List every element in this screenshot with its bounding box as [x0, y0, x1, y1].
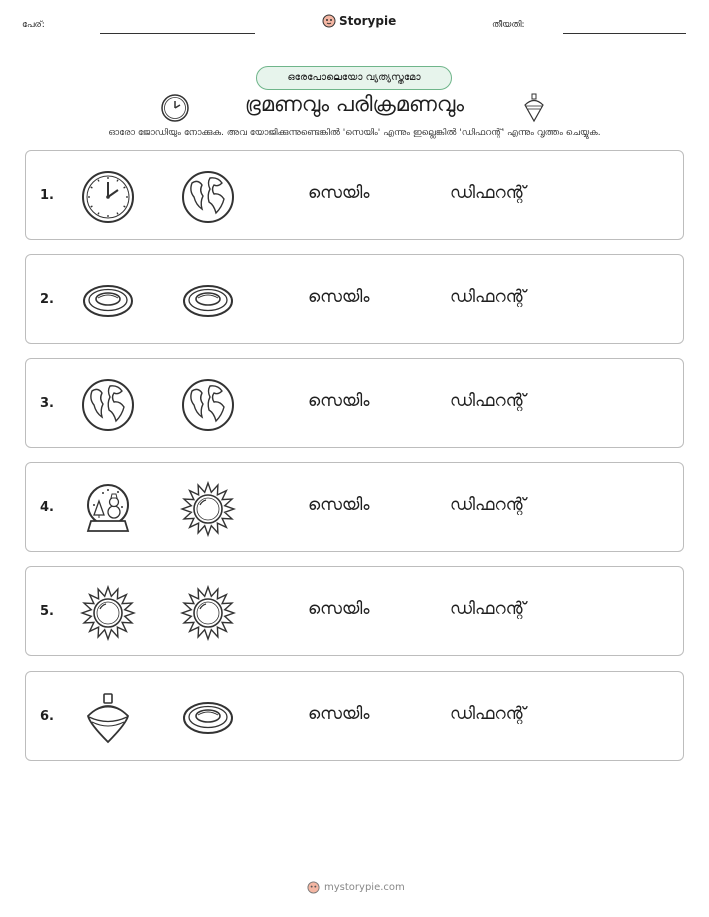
page-title: ഭ്രമണവും പരിക്രമണവും: [244, 92, 465, 116]
name-label: പേര്:: [22, 20, 45, 30]
footer: [307, 881, 405, 894]
question-number: 5.: [40, 604, 54, 619]
storypie-mascot-icon: [307, 881, 320, 894]
brand-name: Storypie: [339, 14, 397, 28]
same-option[interactable]: സെയിം: [308, 495, 370, 515]
sun-icon: [80, 585, 136, 641]
question-number: 6.: [40, 709, 54, 724]
different-option[interactable]: ഡിഫറന്റ്: [450, 183, 526, 203]
same-option[interactable]: സെയിം: [308, 287, 370, 307]
different-option[interactable]: ഡിഫറന്റ്: [450, 495, 526, 515]
name-field[interactable]: [100, 33, 255, 34]
category-pill: ഒരേപോലെയോ വ്യത്യസ്തമോ: [256, 66, 452, 90]
date-label: തീയതി:: [492, 20, 525, 30]
spinning-top-icon: [80, 690, 136, 746]
question-number: 4.: [40, 500, 54, 515]
question-number: 3.: [40, 396, 54, 411]
ring-icon: [80, 273, 136, 329]
question-row: [25, 254, 684, 344]
question-number: 1.: [40, 188, 54, 203]
same-option[interactable]: സെയിം: [308, 704, 370, 724]
ring-icon: [180, 273, 236, 329]
different-option[interactable]: ഡിഫറന്റ്: [450, 287, 526, 307]
same-option[interactable]: സെയിം: [308, 183, 370, 203]
spinning-top-icon: [522, 93, 546, 123]
brand-logo: [322, 14, 396, 28]
question-number: 2.: [40, 292, 54, 307]
question-row: [25, 462, 684, 552]
globe-icon: [180, 169, 236, 225]
sun-icon: [180, 585, 236, 641]
different-option[interactable]: ഡിഫറന്റ്: [450, 391, 526, 411]
question-row: [25, 566, 684, 656]
footer-url: mystorypie.com: [324, 882, 405, 893]
different-option[interactable]: ഡിഫറന്റ്: [450, 704, 526, 724]
ring-icon: [180, 690, 236, 746]
same-option[interactable]: സെയിം: [308, 391, 370, 411]
globe-icon: [80, 377, 136, 433]
same-option[interactable]: സെയിം: [308, 599, 370, 619]
question-row: [25, 671, 684, 761]
snow-globe-icon: [80, 481, 136, 537]
sun-icon: [180, 481, 236, 537]
date-field[interactable]: [563, 33, 686, 34]
question-row: [25, 358, 684, 448]
different-option[interactable]: ഡിഫറന്റ്: [450, 599, 526, 619]
question-row: [25, 150, 684, 240]
header-bar: [0, 14, 709, 38]
clock-icon: [80, 169, 136, 225]
globe-icon: [180, 377, 236, 433]
storypie-mascot-icon: [322, 14, 336, 28]
instructions: ഓരോ ജോഡിയും നോക്കുക. അവ യോജിക്കുന്നുണ്ടെങ്കിൽ 'സെയിം' എന്നും ഇല്ലെങ്കിൽ 'ഡിഫറന്റ്' എന്നും വൃത്തം ചെയ്യുക.: [108, 128, 601, 138]
